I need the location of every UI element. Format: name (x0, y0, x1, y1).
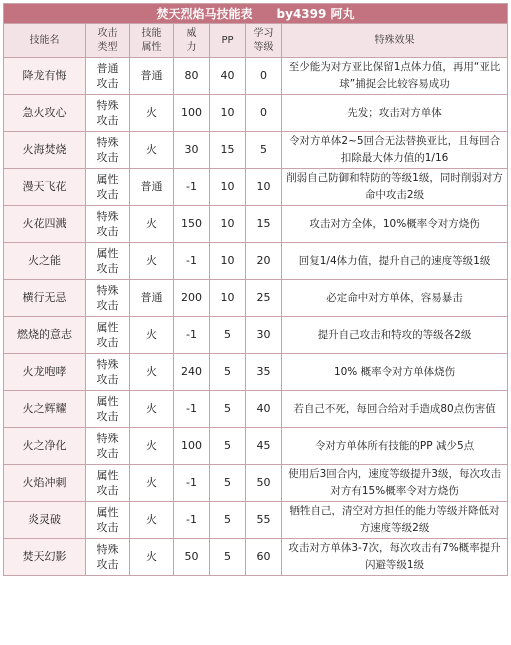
skill-attribute: 普通 (130, 280, 174, 317)
skill-level: 0 (246, 58, 282, 95)
skill-category (86, 465, 130, 502)
skill-attribute: 火 (130, 354, 174, 391)
skill-category (86, 539, 130, 576)
skill-attribute: 普通 (130, 169, 174, 206)
skill-category-label: 属性攻击 (96, 395, 119, 423)
skill-power: -1 (174, 391, 210, 428)
skill-name: 横行无忌 (4, 280, 86, 317)
skill-attribute: 火 (130, 391, 174, 428)
skill-category (86, 95, 130, 132)
skill-level: 15 (246, 206, 282, 243)
skill-category (86, 391, 130, 428)
skill-category (86, 354, 130, 391)
column-header-row (4, 24, 508, 58)
skill-power: -1 (174, 502, 210, 539)
skill-power: -1 (174, 243, 210, 280)
skill-category (86, 243, 130, 280)
skill-attribute: 火 (130, 465, 174, 502)
skill-pp: 15 (210, 132, 246, 169)
skill-category (86, 280, 130, 317)
skill-pp: 5 (210, 465, 246, 502)
table-row (4, 243, 508, 280)
skill-attribute: 火 (130, 132, 174, 169)
skill-effect: 提升自己攻击和特攻的等级各2级 (282, 317, 508, 354)
skill-category-label: 属性攻击 (96, 321, 119, 349)
skill-pp: 40 (210, 58, 246, 95)
skill-category (86, 132, 130, 169)
skill-name: 降龙有悔 (4, 58, 86, 95)
skill-effect: 使用后3回合内，速度等级提升3级，每次攻击对方有15%概率令对方烧伤 (282, 465, 508, 502)
skill-category-label: 普通攻击 (96, 62, 119, 90)
skill-pp: 5 (210, 502, 246, 539)
skill-attribute: 火 (130, 502, 174, 539)
skill-name: 漫天飞花 (4, 169, 86, 206)
skill-name: 火之净化 (4, 428, 86, 465)
skill-name: 火花四溅 (4, 206, 86, 243)
table-row (4, 95, 508, 132)
skill-category-label: 属性攻击 (96, 469, 119, 497)
title-text: 焚天烈焰马技能表 (156, 7, 253, 21)
skill-power: -1 (174, 169, 210, 206)
col-header-level (246, 24, 282, 58)
col-header-name: 技能名 (4, 24, 86, 58)
skill-effect: 回复1/4体力值，提升自己的速度等级1级 (282, 243, 508, 280)
skill-attribute: 火 (130, 243, 174, 280)
col-header-effect: 特殊效果 (282, 24, 508, 58)
col-header-attribute-label: 技能属性 (141, 27, 162, 53)
skill-effect: 令对方单体所有技能的PP 减少5点 (282, 428, 508, 465)
skill-power: 50 (174, 539, 210, 576)
skill-power: 240 (174, 354, 210, 391)
col-header-attribute (130, 24, 174, 58)
table-row (4, 317, 508, 354)
col-header-level-label: 学习等级 (253, 27, 274, 53)
skill-level: 45 (246, 428, 282, 465)
skill-level: 30 (246, 317, 282, 354)
author-credit: by4399 阿丸 (276, 7, 355, 21)
skill-effect: 攻击对方全体，10%概率令对方烧伤 (282, 206, 508, 243)
skill-power: -1 (174, 317, 210, 354)
skill-table (3, 3, 508, 576)
skill-level: 40 (246, 391, 282, 428)
skill-name: 火焰冲刺 (4, 465, 86, 502)
skill-pp: 5 (210, 317, 246, 354)
skill-power: 150 (174, 206, 210, 243)
skill-pp: 10 (210, 169, 246, 206)
skill-category-label: 特殊攻击 (96, 543, 119, 571)
skill-effect: 令对方单体2~5回合无法替换亚比，且每回合扣除最大体力值的1/16 (282, 132, 508, 169)
skill-category (86, 502, 130, 539)
skill-power: 200 (174, 280, 210, 317)
skill-level: 10 (246, 169, 282, 206)
skill-category-label: 特殊攻击 (96, 284, 119, 312)
skill-name: 急火攻心 (4, 95, 86, 132)
table-row (4, 465, 508, 502)
skill-effect: 牺牲自己，清空对方担任的能力等级并降低对方速度等级2级 (282, 502, 508, 539)
table-row (4, 428, 508, 465)
skill-pp: 5 (210, 391, 246, 428)
col-header-category-label: 攻击类型 (97, 27, 118, 53)
table-row (4, 206, 508, 243)
table-title (4, 4, 508, 24)
skill-effect: 削弱自己防御和特防的等级1级，同时削弱对方命中攻击2级 (282, 169, 508, 206)
table-row (4, 391, 508, 428)
table-row (4, 58, 508, 95)
skill-attribute: 火 (130, 428, 174, 465)
skill-power: 100 (174, 428, 210, 465)
skill-power: 30 (174, 132, 210, 169)
table-row (4, 354, 508, 391)
skill-level: 25 (246, 280, 282, 317)
table-row (4, 502, 508, 539)
skill-pp: 10 (210, 243, 246, 280)
skill-pp: 5 (210, 354, 246, 391)
col-header-power (174, 24, 210, 58)
skill-effect: 至少能为对方亚比保留1点体力值，再用“亚比球”捕捉会比较容易成功 (282, 58, 508, 95)
table-title-row (4, 4, 508, 24)
skill-category-label: 特殊攻击 (96, 432, 119, 460)
skill-category (86, 58, 130, 95)
skill-category (86, 206, 130, 243)
skill-effect: 若自己不死，每回合给对手造成80点伤害值 (282, 391, 508, 428)
skill-name: 炎灵破 (4, 502, 86, 539)
skill-level: 35 (246, 354, 282, 391)
skill-name: 火之辉耀 (4, 391, 86, 428)
skill-category-label: 属性攻击 (96, 173, 119, 201)
skill-category (86, 428, 130, 465)
skill-pp: 5 (210, 539, 246, 576)
skill-attribute: 火 (130, 539, 174, 576)
skill-level: 20 (246, 243, 282, 280)
skill-category-label: 特殊攻击 (96, 136, 119, 164)
skill-category (86, 317, 130, 354)
skill-power: 80 (174, 58, 210, 95)
skill-category-label: 属性攻击 (96, 247, 119, 275)
col-header-pp: PP (210, 24, 246, 58)
skill-category (86, 169, 130, 206)
skill-power: 100 (174, 95, 210, 132)
col-header-power-label: 威力 (186, 27, 197, 53)
table-row (4, 280, 508, 317)
skill-attribute: 火 (130, 317, 174, 354)
skill-name: 火龙咆哮 (4, 354, 86, 391)
skill-pp: 10 (210, 206, 246, 243)
skill-effect: 攻击对方单体3-7次，每次攻击有7%概率提升闪避等级1级 (282, 539, 508, 576)
skill-level: 55 (246, 502, 282, 539)
skill-effect: 先发；攻击对方单体 (282, 95, 508, 132)
skill-attribute: 火 (130, 95, 174, 132)
skill-attribute: 火 (130, 206, 174, 243)
skill-category-label: 特殊攻击 (96, 358, 119, 386)
skill-pp: 10 (210, 280, 246, 317)
skill-attribute: 普通 (130, 58, 174, 95)
table-row (4, 169, 508, 206)
skill-power: -1 (174, 465, 210, 502)
skill-category-label: 特殊攻击 (96, 99, 119, 127)
skill-name: 火之能 (4, 243, 86, 280)
skill-name: 燃烧的意志 (4, 317, 86, 354)
skill-level: 60 (246, 539, 282, 576)
skill-rows (4, 58, 508, 576)
skill-category-label: 属性攻击 (96, 506, 119, 534)
table-row (4, 132, 508, 169)
table-row (4, 539, 508, 576)
skill-pp: 10 (210, 95, 246, 132)
skill-level: 5 (246, 132, 282, 169)
skill-pp: 5 (210, 428, 246, 465)
col-header-category (86, 24, 130, 58)
skill-effect: 10% 概率令对方单体烧伤 (282, 354, 508, 391)
skill-effect: 必定命中对方单体，容易暴击 (282, 280, 508, 317)
skill-level: 50 (246, 465, 282, 502)
skill-category-label: 特殊攻击 (96, 210, 119, 238)
skill-name: 火海焚烧 (4, 132, 86, 169)
skill-name: 焚天幻影 (4, 539, 86, 576)
skill-level: 0 (246, 95, 282, 132)
